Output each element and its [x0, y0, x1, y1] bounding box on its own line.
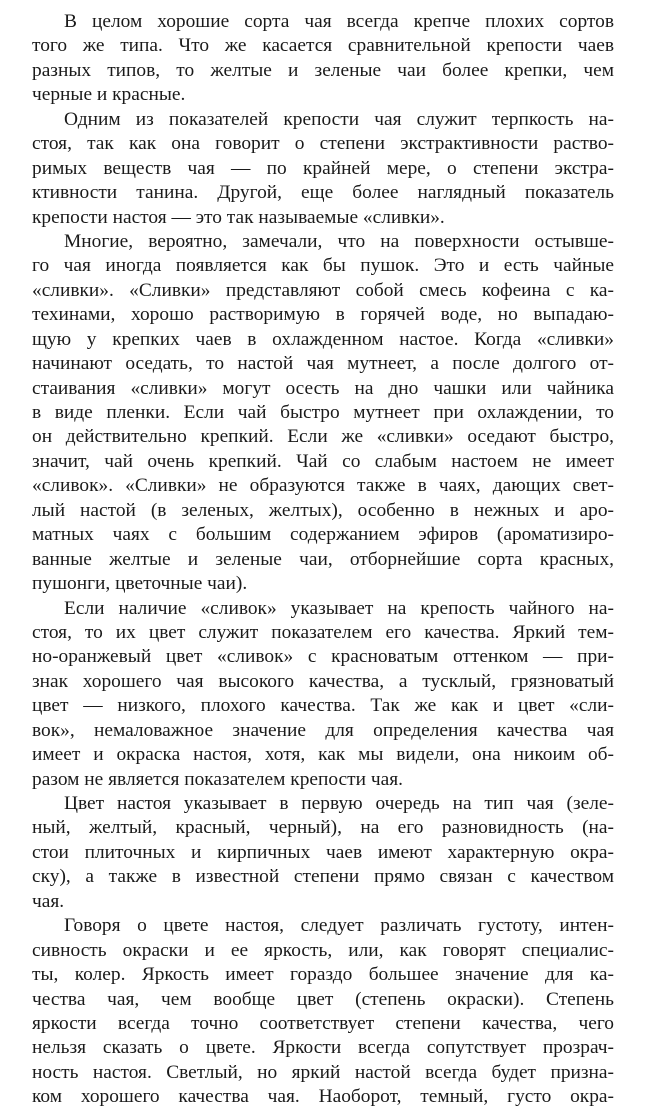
- text-line: Одним из показателей крепости чая служит терпкость на-: [64, 108, 614, 130]
- text-line: «сливок». «Сливки» не образуются также в чаях, дающих свет-: [32, 475, 614, 497]
- document-page: [32, 10, 614, 1110]
- text-line: чая.: [32, 890, 65, 912]
- text-line: того же типа. Что же касается сравнительной крепости чаев: [32, 35, 614, 57]
- text-line: черные и красные.: [32, 84, 186, 106]
- text-line: Если наличие «сливок» указывает на крепость чайного на-: [64, 597, 614, 619]
- text-line: щую у крепких чаев в охлажденном настое. Когда «сливки»: [32, 328, 614, 350]
- text-line: разом не является показателем крепости чая.: [32, 768, 403, 790]
- text-line: лый настой (в зеленых, желтых), особенно в нежных и аро-: [32, 499, 614, 521]
- text-line: Многие, вероятно, замечали, что на поверхности остывше-: [64, 230, 614, 252]
- text-line: ты, колер. Яркость имеет гораздо большее значение для ка-: [32, 964, 614, 986]
- text-line: стои плиточных и кирпичных чаев имеют характерную окра-: [32, 841, 614, 863]
- text-line: римых веществ чая — по крайней мере, о степени экстра-: [32, 157, 614, 179]
- text-line: вок», немаловажное значение для определения качества чая: [32, 719, 614, 741]
- text-line: «сливки». «Сливки» представляют собой смесь кофеина с ка-: [32, 279, 614, 301]
- text-line: стаивания «сливки» могут осесть на дно чашки или чайника: [32, 377, 614, 399]
- text-line: но-оранжевый цвет «сливок» с красноватым оттенком — при-: [32, 646, 614, 668]
- text-line: пушонги, цветочные чаи).: [32, 573, 248, 595]
- text-line: он действительно крепкий. Если же «сливки» оседают быстро,: [32, 426, 614, 448]
- text-line: ком хорошего качества чая. Наоборот, темный, густо окра-: [32, 1086, 614, 1108]
- paragraph: [32, 108, 614, 230]
- text-line: нельзя сказать о цвете. Яркости всегда сопутствует прозрач-: [32, 1037, 614, 1059]
- text-line: начинают оседать, то настой чая мутнеет, а после долгого от-: [32, 353, 614, 375]
- text-line: матных чаях с большим содержанием эфиров (ароматизиро-: [32, 524, 614, 546]
- text-line: ный, желтый, красный, черный), на его разновидность (на-: [32, 817, 614, 839]
- text-line: Говоря о цвете настоя, следует различать густоту, интен-: [64, 915, 614, 937]
- paragraph: [32, 914, 614, 1110]
- text-line: В целом хорошие сорта чая всегда крепче плохих сортов: [64, 11, 614, 32]
- paragraph: [32, 792, 614, 914]
- text-line: цвет — низкого, плохого качества. Так же как и цвет «сли-: [32, 695, 614, 717]
- text-line: сивность окраски и ее яркость, или, как говорят специалис-: [32, 939, 614, 961]
- text-line: имеет и окраска настоя, хотя, как мы видели, она никоим об-: [32, 744, 614, 766]
- text-line: го чая иногда появляется как бы пушок. Это и есть чайные: [32, 255, 614, 277]
- text-line: в виде пленки. Если чай быстро мутнеет при охлаждении, то: [32, 402, 614, 423]
- paragraph: [32, 10, 614, 108]
- text-line: Цвет настоя указывает в первую очередь на тип чая (зеле-: [64, 793, 614, 814]
- text-line: ктивности танина. Другой, еще более наглядный показатель: [32, 182, 614, 204]
- text-line: стоя, то их цвет служит показателем его качества. Яркий тем-: [32, 621, 614, 643]
- paragraph: [32, 597, 614, 793]
- text-line: ность настоя. Светлый, но яркий настой всегда будет призна-: [32, 1061, 614, 1083]
- text-line: техинами, хорошо растворимую в горячей воде, но выпадаю-: [32, 304, 614, 326]
- text-line: знак хорошего чая высокого качества, а тусклый, грязноватый: [32, 670, 614, 692]
- text-line: яркости всегда точно соответствует степени качества, чего: [32, 1012, 614, 1034]
- text-line: стоя, так как она говорит о степени экстрактивности раство-: [32, 133, 614, 155]
- text-line: ванные желтые и зеленые чаи, отборнейшие сорта красных,: [32, 548, 614, 570]
- text-line: разных типов, то желтые и зеленые чаи более крепки, чем: [32, 59, 614, 81]
- paragraph: [32, 230, 614, 597]
- text-line: чества чая, чем вообще цвет (степень окраски). Степень: [32, 988, 614, 1010]
- text-line: значит, чай очень крепкий. Чай со слабым настоем не имеет: [32, 450, 614, 472]
- text-line: ску), а также в известной степени прямо связан с качеством: [32, 866, 614, 888]
- text-line: крепости настоя — это так называемые «сливки».: [32, 206, 445, 228]
